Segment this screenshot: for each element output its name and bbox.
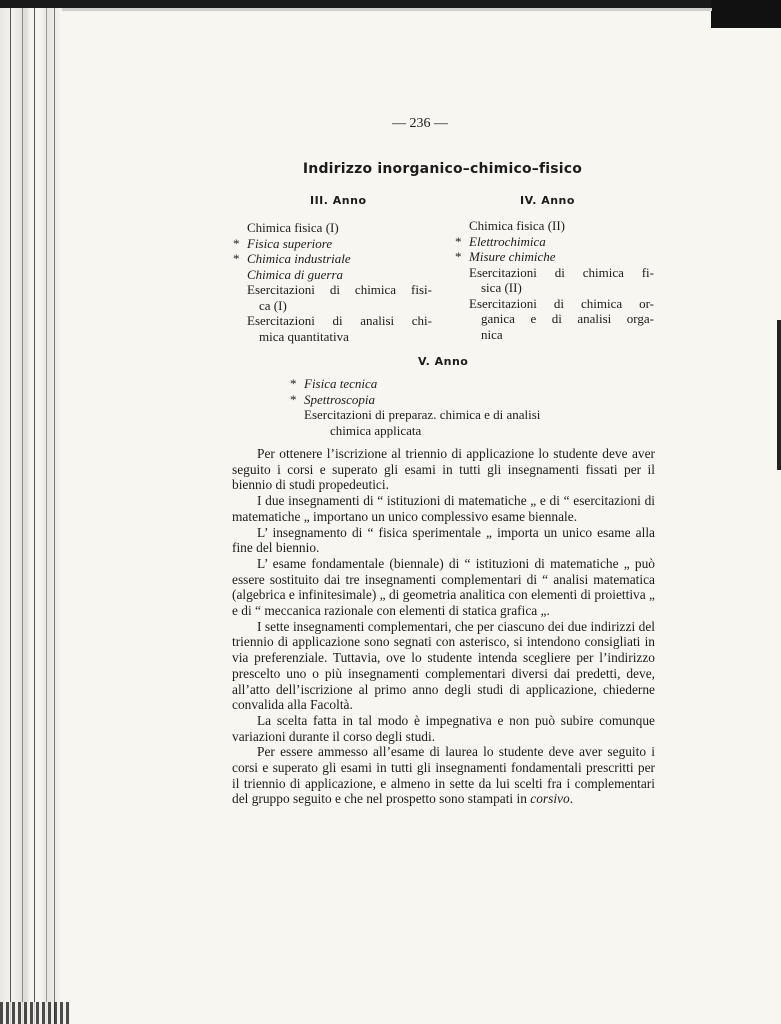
asterisk-mark: *: [290, 391, 297, 407]
course-line: Esercitazioni di chimica fi-: [469, 264, 654, 280]
page-number: — 236 —: [392, 116, 448, 131]
year5-course-list: [290, 376, 634, 438]
course-line: Spettroscopia: [304, 391, 376, 407]
asterisk-mark: *: [233, 251, 240, 266]
course-line: ganica e di analisi orga-: [481, 311, 654, 326]
course-line: Chimica fisica (II): [469, 218, 566, 233]
course-line: Esercitazioni di preparaz. chimica e di analisi: [304, 407, 541, 422]
scan-top-corner: [711, 0, 781, 28]
course-line: nica: [481, 326, 503, 342]
course-line: sica (II): [481, 280, 522, 295]
paragraph: I sette insegnamenti complementari, che per ciascuno dei due indirizzi del triennio di applicazione sono segnati con asterisco, si intendono consigliati in via preferenziale. Tuttavia, ove lo studente intenda scegliere per l’indirizzo prescelto uno o più insegnamenti complementari diversi dai predetti, deve, all’atto dell’iscrizione al primo anno degli studi di applicazione, chiederne convalida alla Facoltà.: [232, 618, 655, 713]
year4-course: [469, 218, 654, 234]
asterisk-mark: *: [290, 376, 297, 391]
year3-course: [247, 267, 432, 283]
course-line: Chimica di guerra: [247, 266, 344, 282]
scan-left-edge: [0, 0, 62, 1024]
year3-course: [247, 313, 432, 344]
course-line: Esercitazioni di chimica or-: [469, 295, 654, 311]
asterisk-mark: *: [233, 235, 240, 251]
course-line: chimica applicata: [330, 422, 422, 438]
year4-course: [455, 233, 654, 250]
paragraph-last-end: .: [569, 791, 574, 807]
year4-course: [455, 249, 654, 265]
course-line: Esercitazioni di analisi chi-: [247, 313, 432, 328]
course-line: Elettrochimica: [469, 233, 546, 249]
regulations-text: [232, 446, 655, 807]
year4-course-list: [455, 218, 654, 342]
year5-heading: V. Anno: [418, 355, 469, 368]
year3-heading: III. Anno: [310, 194, 367, 207]
paragraph-last: [232, 744, 655, 807]
course-line: Fisica tecnica: [304, 376, 378, 391]
year3-course: [233, 251, 432, 267]
course-line: Fisica superiore: [247, 235, 333, 251]
year4-course: [469, 265, 654, 296]
asterisk-mark: *: [455, 233, 462, 249]
corsivo-word: corsivo: [530, 791, 570, 807]
course-line: Esercitazioni di chimica fisi-: [247, 282, 432, 297]
year5-course: [290, 391, 634, 408]
page-title: Indirizzo inorganico–chimico–fisico: [302, 161, 583, 177]
paragraph: I due insegnamenti di “ istituzioni di matematiche „ e di “ esercitazioni di matematiche „ importano un unico complessivo esame biennale.: [232, 493, 655, 524]
paragraph: L’ esame fondamentale (biennale) di “ istituzioni di matematiche „ può essere sostituito dai tre insegnamenti complementari di “ analisi matematica (algebrica e infinitesimale) „ di geometria analitica con elementi di proiettiva „ e di “ meccanica razionale con elementi di statica grafica „.: [232, 555, 655, 619]
course-line: Chimica industriale: [247, 251, 351, 266]
paragraph-last-text: Per essere ammesso all’esame di laurea lo studente deve aver seguito i corsi e superato gli esami in tutti gli insegnamenti fondamentali prescritti per il triennio di applicazione, e almeno in sette da lui scelti fra i complementari del gruppo seguito e che nel prospetto sono stampati in: [232, 744, 655, 807]
paragraph: Per ottenere l’iscrizione al triennio di applicazione lo studente deve aver seguito i corsi e superato gli esami in tutti gli insegnamenti fissati per il biennio di studi propedeutici.: [232, 446, 655, 493]
year5-course: [304, 407, 634, 438]
scan-top-band: [0, 0, 781, 8]
course-line: mica quantitativa: [259, 328, 349, 344]
scan-top-shadow: [62, 8, 712, 11]
scan-right-stripe: [777, 320, 781, 470]
paragraph: L’ insegnamento di “ fisica sperimentale „ importa un unico esame alla fine del biennio.: [232, 524, 655, 556]
year5-course: [290, 376, 634, 392]
year3-course: [247, 220, 432, 236]
year4-heading: IV. Anno: [520, 194, 575, 207]
course-line: Misure chimiche: [469, 249, 556, 264]
asterisk-mark: *: [455, 249, 462, 264]
paragraph: La scelta fatta in tal modo è impegnativa e non può subire comunque variazioni durante il corso degli studi.: [232, 712, 655, 744]
course-line: ca (I): [259, 297, 287, 313]
year3-course: [247, 282, 432, 313]
year4-course: [469, 296, 654, 343]
year3-course: [233, 235, 432, 252]
year3-course-list: [233, 220, 432, 344]
course-line: Chimica fisica (I): [247, 220, 339, 235]
scan-bottom-mark: [0, 1002, 70, 1024]
